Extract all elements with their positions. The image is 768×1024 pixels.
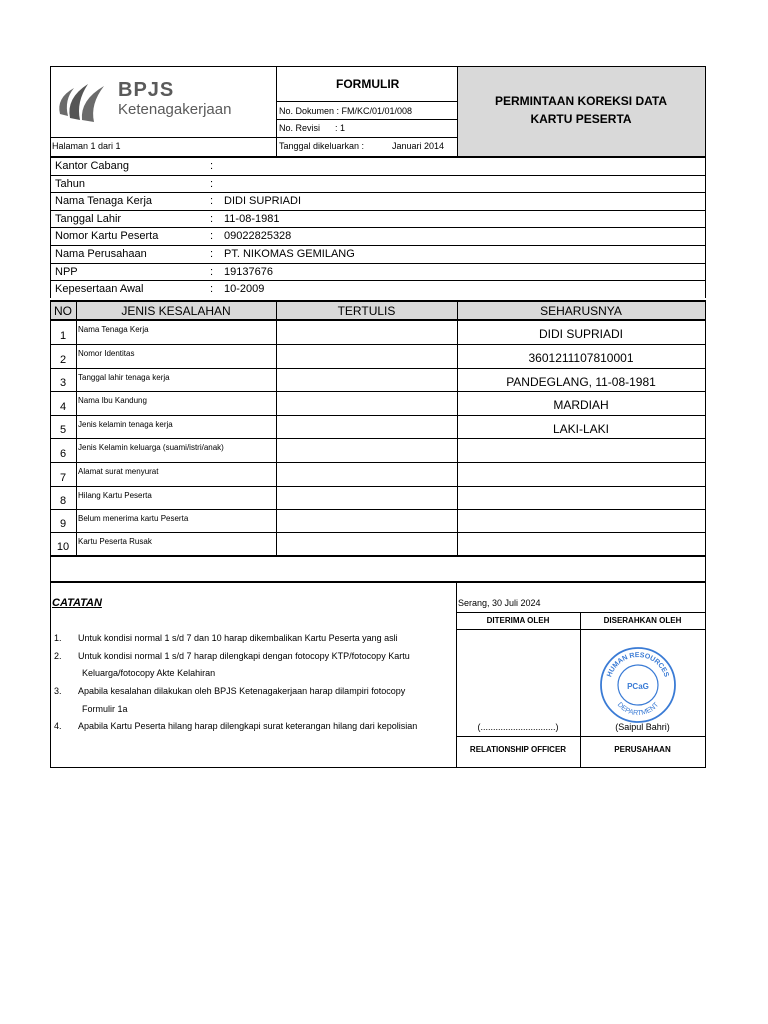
row-no: 9 <box>59 518 67 530</box>
row-seharusnya: PANDEGLANG, 11-08-1981 <box>506 375 656 389</box>
info-value: 10-2009 <box>224 283 265 295</box>
form-label: FORMULIR <box>336 77 400 91</box>
catatan-line: Keluarga/fotocopy Akte Kelahiran <box>82 668 216 678</box>
catatan-title: CATATAN <box>52 597 102 609</box>
info-value: PT. NIKOMAS GEMILANG <box>224 248 355 260</box>
catatan-num: 2. <box>54 651 62 661</box>
catatan-line: Untuk kondisi normal 1 s/d 7 harap dilengkapi dengan fotocopy KTP/fotocopy Kartu <box>78 651 410 661</box>
header-seharusnya: SEHARUSNYA <box>540 304 622 318</box>
row-jenis: Tanggal lahir tenaga kerja <box>78 373 170 382</box>
row-no: 3 <box>59 377 67 389</box>
catatan-num: 3. <box>54 686 62 696</box>
info-label: Nama Tenaga Kerja <box>55 195 153 207</box>
receiver-role: RELATIONSHIP OFFICER <box>469 745 567 754</box>
halaman: Halaman 1 dari 1 <box>52 141 121 151</box>
hr-stamp <box>598 645 678 725</box>
info-value: 09022825328 <box>224 230 292 242</box>
row-no: 7 <box>59 472 67 484</box>
stamp-bottom-text: DEPARTMENT <box>615 701 661 718</box>
row-no: 8 <box>59 495 67 507</box>
info-colon: : <box>210 266 214 278</box>
row-jenis: Nomor Identitas <box>78 349 135 358</box>
receiver-name: (..............................) <box>477 722 559 732</box>
row-no: 5 <box>59 424 67 436</box>
svg-text:DEPARTMENT <box>616 701 661 717</box>
stamp-center: PCaG <box>627 682 649 691</box>
info-label: Kantor Cabang <box>55 160 129 172</box>
row-jenis: Belum menerima kartu Peserta <box>78 514 189 523</box>
row-jenis: Nama Ibu Kandung <box>78 396 147 405</box>
info-colon: : <box>210 283 214 295</box>
logo-brand: BPJS <box>118 79 175 101</box>
submitter-name: (Saipul Bahri) <box>615 722 670 732</box>
info-colon: : <box>210 230 214 242</box>
bpjs-logo <box>54 72 269 132</box>
row-no: 6 <box>59 448 67 460</box>
header-no: NO <box>54 304 72 318</box>
info-colon: : <box>210 178 214 190</box>
info-value: 19137676 <box>224 266 273 278</box>
catatan-line: Apabila Kartu Peserta hilang harap dilengkapi surat keterangan hilang dari kepolisian <box>78 721 418 731</box>
info-colon: : <box>210 248 214 260</box>
info-colon: : <box>210 160 214 172</box>
row-jenis: Jenis Kelamin keluarga (suami/istri/anak) <box>78 443 224 452</box>
logo-sub: Ketenagakerjaan <box>118 101 232 118</box>
no-dokumen: No. Dokumen : FM/KC/01/01/008 <box>279 106 413 116</box>
info-colon: : <box>210 213 214 225</box>
header-tertulis: TERTULIS <box>337 304 396 318</box>
diserahkan-oleh: DISERAHKAN OLEH <box>603 616 682 625</box>
row-no: 2 <box>59 354 67 366</box>
submitter-role: PERUSAHAAN <box>614 745 671 754</box>
diterima-oleh: DITERIMA OLEH <box>486 616 550 625</box>
no-revisi-label: No. Revisi <box>279 123 321 133</box>
row-seharusnya: 3601211107810001 <box>528 351 634 365</box>
row-jenis: Jenis kelamin tenaga kerja <box>78 420 173 429</box>
form-title-line1: PERMINTAAN KOREKSI DATA <box>495 94 667 108</box>
info-colon: : <box>210 195 214 207</box>
info-label: Nama Perusahaan <box>55 248 147 260</box>
row-seharusnya: DIDI SUPRIADI <box>538 327 623 341</box>
row-seharusnya: LAKI-LAKI <box>552 422 610 436</box>
row-jenis: Kartu Peserta Rusak <box>78 537 152 546</box>
row-no: 1 <box>59 330 67 342</box>
place-date: Serang, 30 Juli 2024 <box>458 598 541 608</box>
tanggal-value: Januari 2014 <box>392 141 445 151</box>
catatan-line: Apabila kesalahan dilakukan oleh BPJS Ketenagakerjaan harap dilampiri fotocopy <box>78 686 406 696</box>
catatan-line: Formulir 1a <box>82 704 128 714</box>
stamp-top-text: HUMAN RESOURCES <box>606 651 670 679</box>
info-label: NPP <box>55 266 78 278</box>
info-value: DIDI SUPRIADI <box>224 195 302 207</box>
row-jenis: Alamat surat menyurat <box>78 467 159 476</box>
tanggal-label: Tanggal dikeluarkan : <box>279 141 365 151</box>
catatan-num: 4. <box>54 721 62 731</box>
info-label: Nomor Kartu Peserta <box>55 230 159 242</box>
info-value: 11-08-1981 <box>224 213 280 225</box>
row-jenis: Nama Tenaga Kerja <box>78 325 149 334</box>
info-label: Kepesertaan Awal <box>55 283 144 295</box>
form-title-line2: KARTU PESERTA <box>530 112 632 126</box>
no-revisi-value: : 1 <box>335 123 346 133</box>
info-label: Tahun <box>55 178 85 190</box>
row-no: 4 <box>59 401 67 413</box>
row-seharusnya: MARDIAH <box>553 398 609 412</box>
catatan-num: 1. <box>54 633 62 643</box>
header-jenis: JENIS KESALAHAN <box>121 304 231 318</box>
row-jenis: Hilang Kartu Peserta <box>78 491 152 500</box>
info-label: Tanggal Lahir <box>55 213 122 225</box>
row-no: 10 <box>56 541 70 553</box>
catatan-line: Untuk kondisi normal 1 s/d 7 dan 10 harap dikembalikan Kartu Peserta yang asli <box>78 633 398 643</box>
